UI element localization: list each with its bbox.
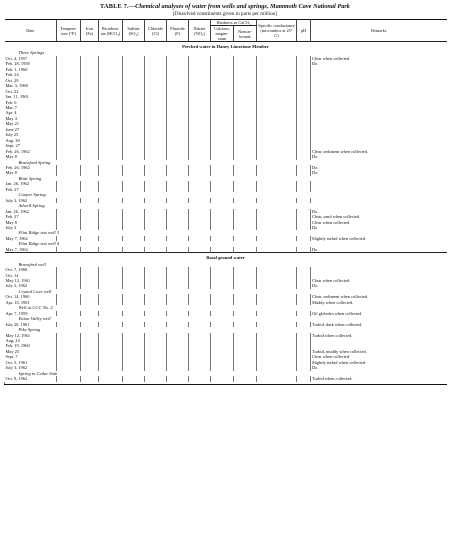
cell-date: Oct. 7, 1960 [5, 267, 28, 273]
cell-remarks: Clear, sediment when collected. [311, 149, 447, 154]
cell-date: Sept. 27 [5, 143, 20, 149]
cell-date: May 25 [5, 348, 20, 354]
table-bottom-rule [5, 382, 447, 385]
cell-remarks: Do. [311, 209, 447, 214]
cell-remarks: Turbid when collected. [311, 333, 447, 338]
cell-date: Aug. 30 [5, 137, 20, 143]
cell-date: May 8 [5, 219, 17, 225]
cell-remarks: Clear when collected. [311, 278, 447, 283]
cell-date: Feb. 1, 1960 [5, 66, 28, 72]
cell-date: May 8 [5, 170, 17, 176]
cell-date: Feb. 24 [5, 72, 19, 78]
cell-remarks: Do. [311, 365, 447, 370]
analyses-table [4, 19, 447, 385]
location-name: Three Springs [18, 50, 45, 56]
cell-date: Apr. 4 [5, 110, 17, 116]
table-title: —Chemical analyses of water from wells and springs, Mammoth Cave National Park [128, 3, 350, 10]
table-header [5, 20, 447, 42]
location-name: Flint Ridge test well 3 [18, 230, 60, 236]
cell-date: Jan. 11, 1961 [5, 94, 29, 100]
location-name: Well at CCC No. 2 [18, 305, 53, 311]
table-subtitle: [Dissolved constituents given in parts per million] [172, 10, 278, 17]
location-name: Flint Ridge test well 4 [18, 241, 60, 247]
cell-date: Mar. 3, 1960 [5, 83, 28, 89]
location-name: Blair Spring [18, 175, 42, 181]
cell-remarks: Muddy when collected. [311, 300, 447, 305]
cell-remarks: Do. [311, 61, 447, 66]
cell-date: May 7, 1962 [5, 235, 28, 241]
location-name: Crystal Cave well [18, 288, 52, 294]
cell-date: July 3, 1962 [5, 197, 28, 203]
section-heading [5, 253, 447, 262]
cell-date: July 20, 1961 [5, 321, 30, 327]
location-name: Eaton Valley well [18, 316, 51, 322]
cell-date: Feb. 26, 1962 [5, 148, 30, 154]
cell-date: Oct. 14 [5, 272, 19, 278]
cell-date: Feb. 28, 1958 [5, 61, 30, 67]
location-name: Cooper Spring [18, 192, 46, 198]
header-nitrate: Nitrate (NO₃) [189, 20, 211, 42]
cell-remarks: Turbid when collected. [311, 376, 447, 381]
cell-remarks: Clear, sediment when collected. [311, 294, 447, 299]
cell-date: July 25 [5, 132, 19, 138]
cell-date: Feb. 6 [5, 99, 17, 105]
cell-date: Oct. 4, 1957 [5, 55, 28, 61]
cell-date: Feb. 19, 1960 [5, 343, 30, 349]
cell-date: July 3 [5, 224, 17, 230]
header-conductance: Specific conductance (micromhos at 25° C) [257, 20, 297, 42]
table-caption [4, 3, 446, 11]
cell-date: Jan. 26, 1962 [5, 181, 29, 187]
header-hardness-noncarbonate: Noncar-bonate [234, 26, 257, 42]
cell-remarks: Clear when collected. [311, 220, 447, 225]
table-body [5, 42, 447, 385]
cell-remarks: Do. [311, 247, 447, 253]
cell-date: July 3, 1962 [5, 365, 28, 371]
cell-date: Apr. 7, 1959 [5, 310, 28, 316]
cell-remarks: Slightly turbid when collected. [311, 360, 447, 365]
cell-remarks: Do. [311, 170, 447, 175]
cell-date: May 7, 1962 [5, 246, 28, 252]
location-name: Adwell Spring [18, 203, 45, 209]
cell-date: Jan. 26, 1962 [5, 208, 29, 214]
cell-date: Oct. 29 [5, 77, 19, 83]
header-fluoride: Fluoride (F) [167, 20, 189, 42]
cell-remarks: Do. [311, 283, 447, 288]
header-chloride: Chloride (Cl) [145, 20, 167, 42]
cell-remarks: Do. [311, 165, 447, 170]
location-name: Bransford well [18, 261, 46, 267]
rule-cell [5, 382, 447, 385]
cell-date: Oct. 5, 1961 [5, 359, 28, 365]
cell-date: Feb. 26, 1962 [5, 164, 30, 170]
cell-date: Aug. 14 [5, 338, 20, 344]
cell-remarks: Clear when collected. [311, 56, 447, 61]
cell-date: May 4 [5, 115, 17, 121]
cell-date: Sept. 7 [5, 354, 18, 360]
cell-date: Oct. 22 [5, 88, 19, 94]
cell-remarks: Do. [311, 225, 447, 230]
cell-date: May 8 [5, 154, 17, 160]
cell-date: May 12, 1961 [5, 278, 31, 284]
header-hardness-ca-mg: Calcium, magne-sium [211, 26, 234, 42]
cell-remarks: Oil globules when collected. [311, 311, 447, 316]
cell-remarks: Turbid, muddy when collected. [311, 349, 447, 354]
location-name: Spring in Cedar Sink [18, 370, 58, 376]
header-temperature: Tempera-ture (°F) [57, 20, 81, 42]
cell-remarks: Slightly turbid when collected. [311, 236, 447, 241]
cell-date: Oct. 9, 1962 [5, 376, 28, 382]
cell-date: June 27 [5, 126, 20, 132]
cell-date: Feb. 27 [5, 186, 19, 192]
section-title: Perched water in Haney Limestone Member [182, 44, 269, 49]
cell-remarks: Clear when collected. [311, 354, 447, 359]
header-iron: Iron (Fe) [81, 20, 99, 42]
cell-remarks: Clear, sand when collected. [311, 214, 447, 219]
table-number: TABLE 7. [100, 3, 129, 10]
header-remarks: Remarks [311, 20, 447, 42]
cell-date: Feb. 27 [5, 214, 19, 220]
header-ph: pH [297, 20, 311, 42]
cell-remarks: Turbid, dark when collected. [311, 322, 447, 327]
cell-date: July 3, 1962 [5, 283, 28, 289]
cell-date: Mar. 7 [5, 104, 17, 110]
cell-date: May 12, 1961 [5, 332, 31, 338]
cell-remarks: Do. [311, 154, 447, 159]
section-title: Basal ground water [5, 253, 447, 262]
cell-date: Apr. 10, 1961 [5, 299, 30, 305]
cell-date: May 21 [5, 121, 20, 127]
header-date: Date [5, 20, 57, 42]
cell-date: Oct. 14, 1960 [5, 294, 30, 300]
header-bicarbonate: Bicarbon-ate (HCO₃) [99, 20, 123, 42]
header-hardness: Hardness as CaCO₃ [211, 20, 257, 26]
location-name: Pike Spring [18, 327, 41, 333]
location-name: Bransford Spring [18, 159, 51, 165]
header-sulfate: Sulfate (SO₄) [123, 20, 145, 42]
section-heading [5, 42, 447, 51]
